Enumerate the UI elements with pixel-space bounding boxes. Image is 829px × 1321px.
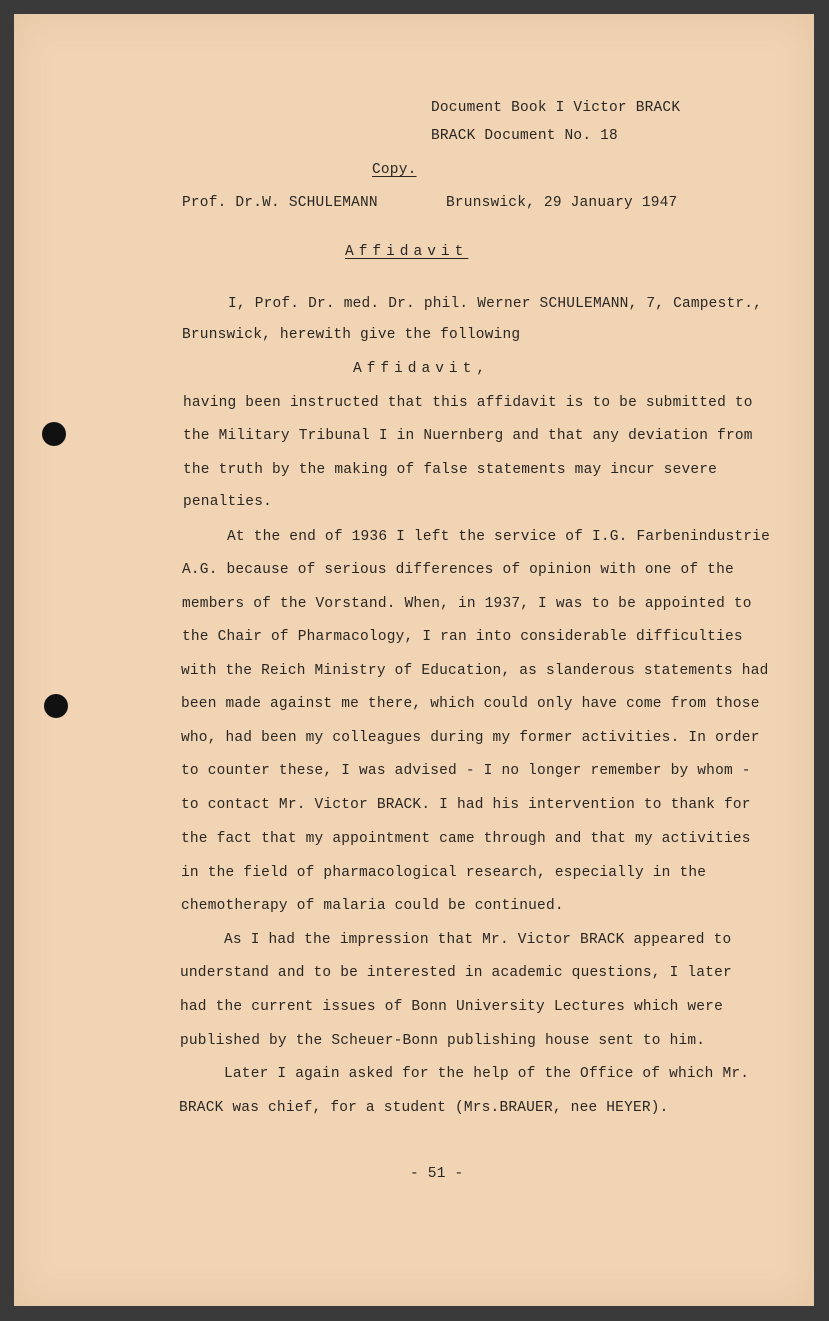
body-line-20: As I had the impression that Mr. Victor BRACK appeared to <box>224 932 732 948</box>
body-line-19: chemotherapy of malaria could be continued. <box>181 898 564 914</box>
body-line-5: the Military Tribunal I in Nuernberg and that any deviation from <box>183 428 753 444</box>
body-line-6: the truth by the making of false statements may incur severe <box>183 462 718 478</box>
document-title: Affidavit <box>345 244 469 260</box>
body-line-3: Affidavit, <box>353 361 491 377</box>
body-line-14: who, had been my colleagues during my former activities. In order <box>181 730 760 746</box>
body-line-8: At the end of 1936 I left the service of I.G. Farbenindustrie <box>227 529 770 545</box>
body-line-9: A.G. because of serious differences of opinion with one of the <box>182 562 734 578</box>
body-line-2: Brunswick, herewith give the following <box>182 327 521 343</box>
body-line-10: members of the Vorstand. When, in 1937, I was to be appointed to <box>182 596 752 612</box>
place-date: Brunswick, 29 January 1947 <box>446 195 678 211</box>
body-line-7: penalties. <box>183 494 273 510</box>
copy-label: Copy. <box>372 162 417 178</box>
body-line-17: the fact that my appointment came through and that my activities <box>181 831 751 847</box>
body-line-22: had the current issues of Bonn University Lectures which were <box>180 999 723 1015</box>
body-line-1: I, Prof. Dr. med. Dr. phil. Werner SCHULEMANN, 7, Campestr., <box>228 296 763 312</box>
body-line-13: been made against me there, which could only have come from those <box>181 696 760 712</box>
body-line-23: published by the Scheuer-Bonn publishing house sent to him. <box>180 1033 706 1049</box>
body-line-18: in the field of pharmacological research, especially in the <box>181 865 707 881</box>
body-line-21: understand and to be interested in academic questions, I later <box>180 965 732 981</box>
page-number: - 51 - <box>410 1166 464 1182</box>
punch-hole-bottom <box>44 694 68 718</box>
punch-hole-top <box>42 422 66 446</box>
header-line-1: Document Book I Victor BRACK <box>431 100 681 116</box>
body-line-24: Later I again asked for the help of the Office of which Mr. <box>224 1066 750 1082</box>
header-line-2: BRACK Document No. 18 <box>431 128 618 144</box>
body-line-12: with the Reich Ministry of Education, as slanderous statements had <box>181 663 769 679</box>
body-line-16: to contact Mr. Victor BRACK. I had his intervention to thank for <box>181 797 751 813</box>
author: Prof. Dr.W. SCHULEMANN <box>182 195 378 211</box>
body-line-4: having been instructed that this affidavit is to be submitted to <box>183 395 753 411</box>
body-line-25: BRACK was chief, for a student (Mrs.BRAUER, nee HEYER). <box>179 1100 669 1116</box>
body-line-15: to counter these, I was advised - I no longer remember by whom - <box>181 763 751 779</box>
body-line-11: the Chair of Pharmacology, I ran into considerable difficulties <box>182 629 743 645</box>
